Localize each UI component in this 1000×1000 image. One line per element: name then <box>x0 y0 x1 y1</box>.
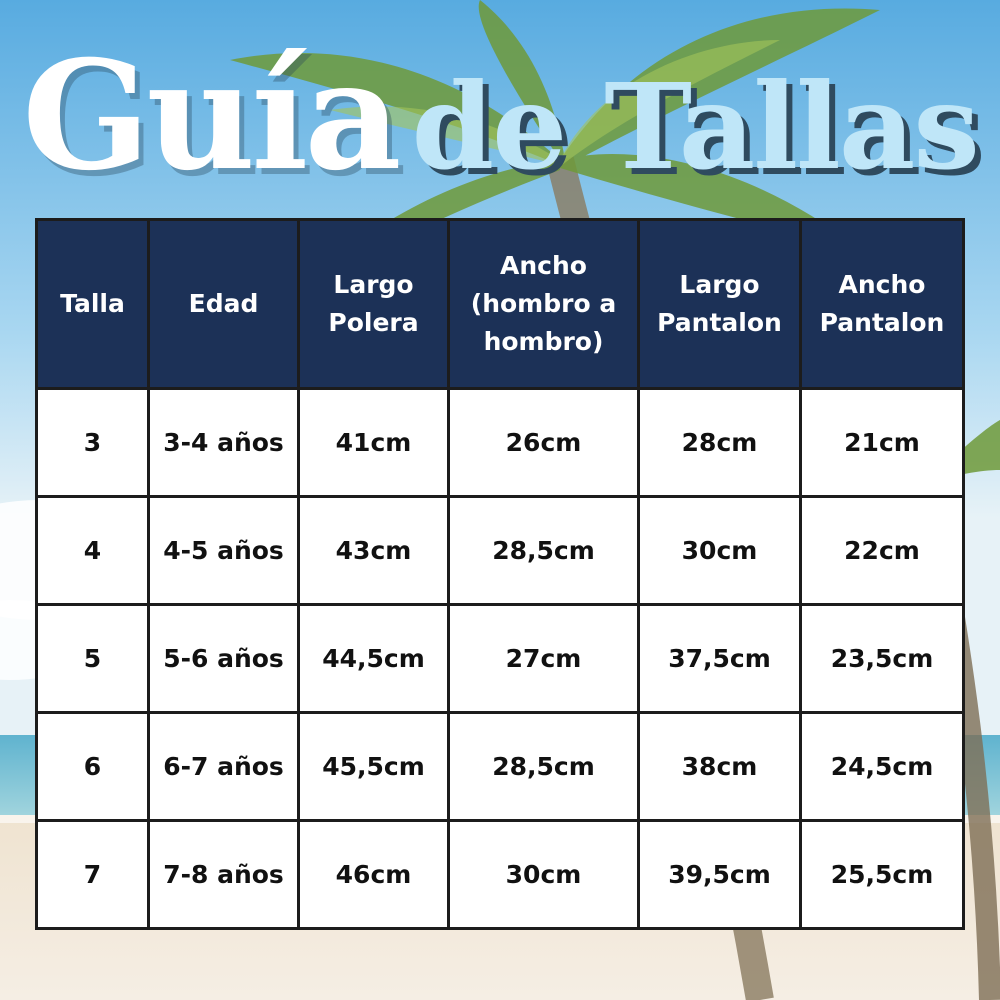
cell-talla: 4 <box>37 497 149 605</box>
title-word-de-tallas: de Tallas <box>411 57 978 196</box>
cell-edad: 4-5 años <box>149 497 299 605</box>
cell-talla: 6 <box>37 713 149 821</box>
cell-largo-pantalon: 37,5cm <box>639 605 801 713</box>
cell-edad: 3-4 años <box>149 389 299 497</box>
cell-largo-polera: 45,5cm <box>299 713 449 821</box>
title-word-guia: Guía <box>22 28 398 204</box>
cell-ancho-hombro: 27cm <box>449 605 639 713</box>
cell-ancho-hombro: 26cm <box>449 389 639 497</box>
cell-ancho-hombro: 28,5cm <box>449 497 639 605</box>
cell-largo-polera: 46cm <box>299 821 449 929</box>
cell-ancho-hombro: 28,5cm <box>449 713 639 821</box>
table-row <box>37 389 964 497</box>
cell-largo-pantalon: 38cm <box>639 713 801 821</box>
cell-talla: 7 <box>37 821 149 929</box>
cell-ancho-hombro: 30cm <box>449 821 639 929</box>
cell-largo-pantalon: 39,5cm <box>639 821 801 929</box>
size-guide-table-container <box>35 218 962 930</box>
table-row <box>37 821 964 929</box>
cell-largo-polera: 44,5cm <box>299 605 449 713</box>
header-talla: Talla <box>37 220 149 389</box>
table-row <box>37 605 964 713</box>
page-title <box>0 28 1000 204</box>
header-largo-pantalon: Largo Pantalon <box>639 220 801 389</box>
cell-edad: 5-6 años <box>149 605 299 713</box>
header-largo-polera: Largo Polera <box>299 220 449 389</box>
cell-edad: 6-7 años <box>149 713 299 821</box>
table-row <box>37 497 964 605</box>
cell-ancho-pantalon: 25,5cm <box>801 821 964 929</box>
cell-largo-polera: 41cm <box>299 389 449 497</box>
header-ancho-pantalon: Ancho Pantalon <box>801 220 964 389</box>
cell-largo-pantalon: 30cm <box>639 497 801 605</box>
cell-largo-pantalon: 28cm <box>639 389 801 497</box>
cell-largo-polera: 43cm <box>299 497 449 605</box>
table-header-row <box>37 220 964 389</box>
header-ancho-hombro: Ancho (hombro a hombro) <box>449 220 639 389</box>
cell-talla: 3 <box>37 389 149 497</box>
header-edad: Edad <box>149 220 299 389</box>
cell-ancho-pantalon: 23,5cm <box>801 605 964 713</box>
size-guide-table <box>35 218 965 930</box>
cell-edad: 7-8 años <box>149 821 299 929</box>
cell-ancho-pantalon: 22cm <box>801 497 964 605</box>
cell-talla: 5 <box>37 605 149 713</box>
table-row <box>37 713 964 821</box>
cell-ancho-pantalon: 24,5cm <box>801 713 964 821</box>
cell-ancho-pantalon: 21cm <box>801 389 964 497</box>
